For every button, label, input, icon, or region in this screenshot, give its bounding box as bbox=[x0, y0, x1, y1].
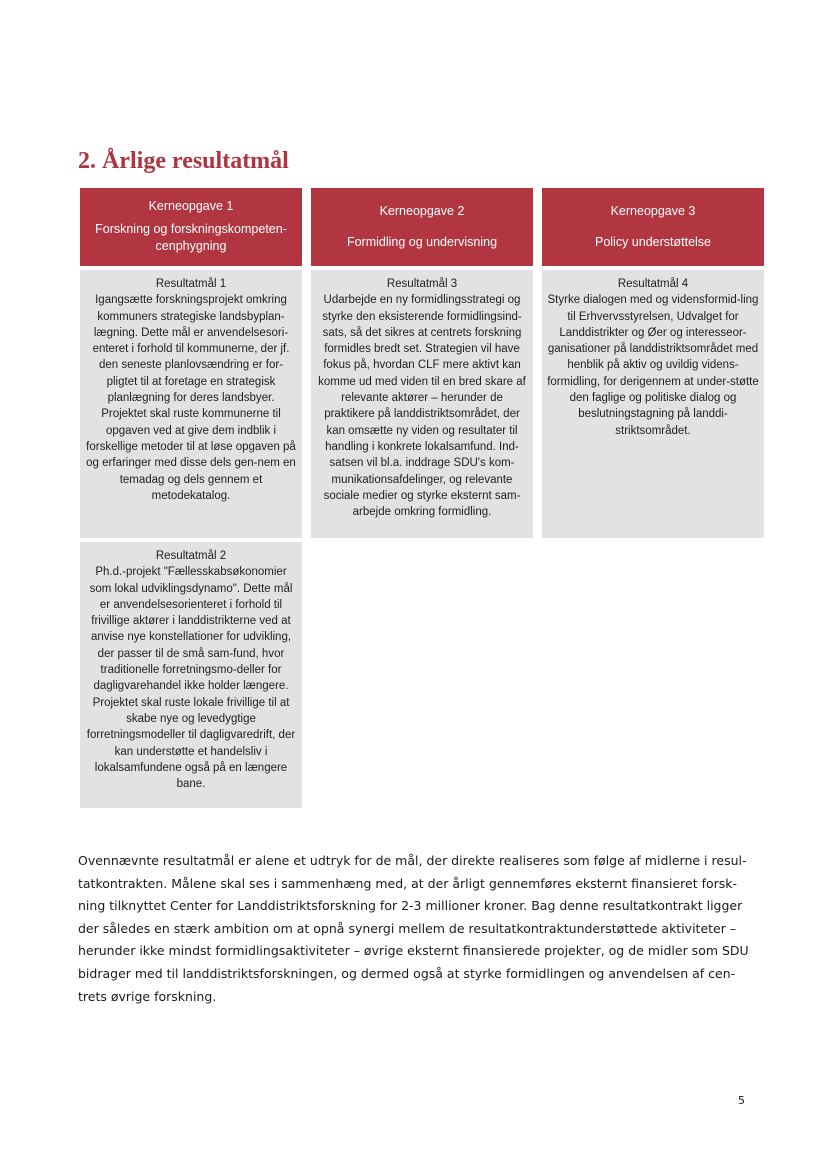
result-title: Resultatmål 1 bbox=[155, 278, 227, 290]
column-header-kerneopgave-3 bbox=[542, 188, 764, 266]
result-body: Styrke dialogen med og vidensformid-ling til Erhvervsstyrelsen, Udvalget for Landdistrikter og Øer og interesseor-ganisationer på landdistriktsområdet med henblik på aktiv og uvildig videns-formidling, for derigennem at under-støtte den faglige og politiske dialog og beslutningstagning på landdi-striktsområdet. bbox=[547, 294, 759, 437]
column-header-kerneopgave-2 bbox=[311, 188, 533, 266]
result-title: Resultatmål 3 bbox=[386, 278, 458, 290]
result-cell-4 bbox=[542, 270, 764, 538]
column-header-kerneopgave-1 bbox=[80, 188, 302, 266]
page-number: 5 bbox=[738, 1094, 745, 1107]
result-title: Resultatmål 4 bbox=[617, 278, 689, 290]
result-cell-3 bbox=[311, 270, 533, 538]
result-body: Igangsætte forskningsprojekt omkring kommuners strategiske landsbyplan-lægning. Dette mål er anvendelsesori-enteret i forhold til kommunerne, der jf. den seneste planlovsændring er for-pligtet til at foretage en strategisk planlægning for deres landsbyer. Projektet skal ruste kommunerne til opgaven ved at give dem indblik i forskellige metoder til at løse opgaven på og erfaringer med disse dels gen-nem en temadag og dels gennem et metodekatalog. bbox=[86, 294, 296, 502]
section-heading: 2. Årlige resultatmål bbox=[78, 148, 289, 174]
column-subtitle: Policy understøttelse bbox=[594, 234, 712, 249]
result-cell-1 bbox=[80, 270, 302, 538]
column-subtitle: Forskning og forskningskompeten-cenphygning bbox=[95, 222, 287, 253]
column-label: Kerneopgave 3 bbox=[610, 203, 696, 218]
result-body: Udarbejde en ny formidlingsstrategi og styrke den eksisterende formidlingsind-sats, så det sikres at centrets forskning formidles bredt set. Strategien vil have fokus på, hvordan CLF mere aktivt kan komme ud med viden til en bred skare af relevante aktører – herunder de praktikere på landdistriktsområdet, der kan omsætte ny viden og resultater til handling i konkrete lokalsamfund. Ind-satsen vil bl.a. inddrage SDU's kom-munikationsafdelinger, og relevante sociale medier og styrke eksternt sam-arbejde omkring formidling. bbox=[318, 294, 526, 519]
result-cell-2 bbox=[80, 542, 302, 808]
column-subtitle: Formidling og undervisning bbox=[346, 234, 498, 249]
body-paragraph: Ovennævnte resultatmål er alene et udtryk for de mål, der direkte realiseres som følge af midlerne i resul-tatkontrakten. Målene skal ses i sammenhæng med, at der årligt gennemføres eksternt finansieret forsk-ning tilknyttet Center for Landdistriktsforskning for 2-3 millioner kroner. Bag denne resultatkontrakt ligger der således en stærk ambition om at opnå synergi mellem de resultatkontraktunderstøttede aktiviteter – herunder ikke mindst formidlingsaktiviteter – øvrige eksternt finansierede projekter, og de midler som SDU bidrager med til landdistriktsforskningen, og dermed også at styrke formidlingen og anvendelsen af cen-trets øvrige forskning. bbox=[78, 853, 749, 1004]
column-label: Kerneopgave 2 bbox=[379, 203, 465, 218]
result-body: Ph.d.-projekt "Fællesskabsøkonomier som lokal udviklingsdynamo". Dette mål er anvendelsesorienteret i forhold til frivillige aktører i landdistrikterne ved at anvise nye konstellationer for udvikling, der passer til de små sam-fund, hvor traditionelle forretningsmo-deller for dagligvarehandel ikke holder længere. Projektet skal ruste lokale frivillige til at skabe nye og levedygtige forretningsmodeller til dagligvaredrift, der kan understøtte et handelsliv i lokalsamfundene også på en længere bane. bbox=[86, 566, 296, 791]
result-title: Resultatmål 2 bbox=[155, 550, 227, 562]
column-label: Kerneopgave 1 bbox=[148, 199, 234, 213]
